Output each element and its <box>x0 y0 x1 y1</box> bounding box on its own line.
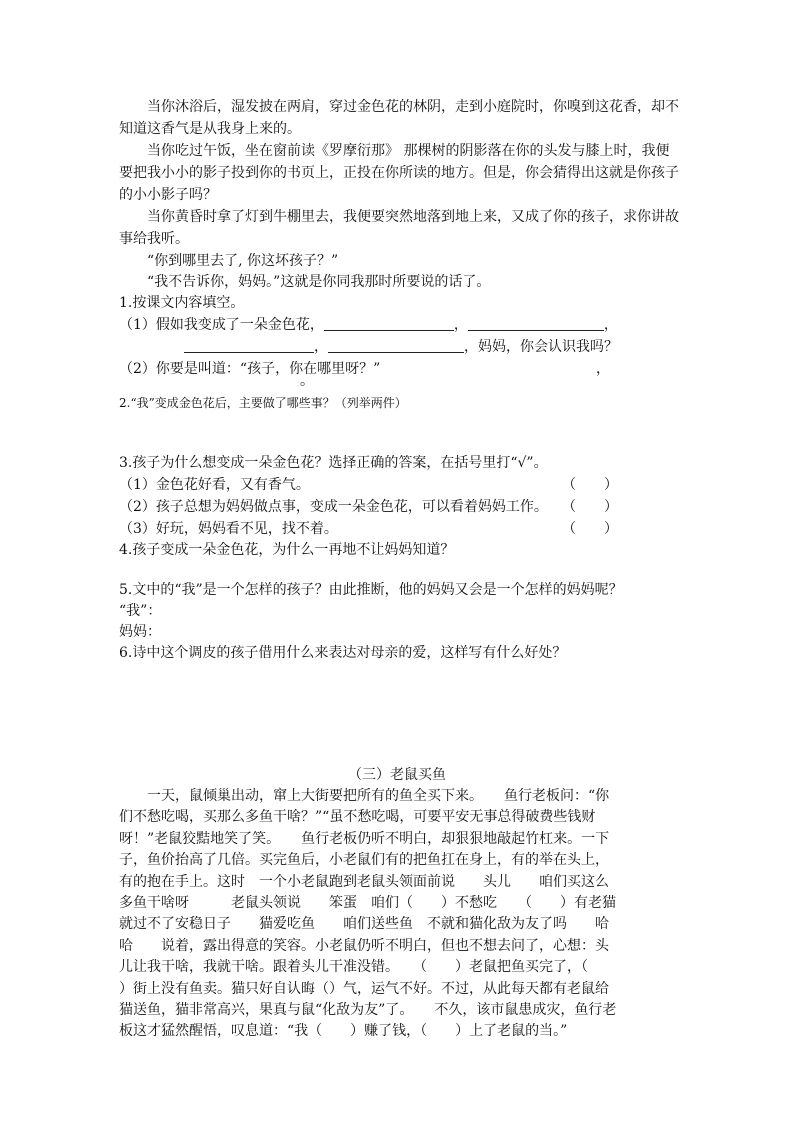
question-3-option-3: （3）好玩，妈妈看不见，找不着。 <box>119 521 338 537</box>
question-1-item-1-prompt: （1）假如我变成了一朵金色花， <box>119 317 324 333</box>
question-5: 5.文中的“我”是一个怎样的孩子？由此推断，他的妈妈又会是一个怎样的妈妈呢？ <box>119 582 623 598</box>
period: 。 <box>300 373 314 389</box>
question-1-item-1-cont <box>184 336 618 358</box>
section-3-text: 一天，鼠倾巢出动，窜上大街要把所有的鱼全买下来。 鱼行老板问：“你们不愁吃喝，买那么多鱼干啥？”“虽不愁吃喝，可要平安无事总得破费些钱财呀！”老鼠狡黠地笑了笑。 鱼行老板仍听不明白，却狠狠地敲起竹杠来。一下子，鱼价抬高了几倍。买完鱼后，小老鼠们有的把鱼扛在身上，有的举在头上，有的抱在手上。这时 一个小老鼠跑到老鼠头领面前说 头儿 咱们买这么多鱼干啥呀 老鼠头领说 笨蛋 咱们（ ）不愁吃 （ ）有老猫就过不了安稳日子 猫爱吃鱼 咱们送些鱼 不就和猫化敌为友了吗 哈哈 说着，露出得意的笑容。小老鼠仍听不明白，但也不想去问了，心想：头儿让我干啥，我就干啥。跟着头儿干准没错。 （ ）老鼠把鱼买完了，（ ）街上没有鱼卖。猫只好自认晦（）气，运气不好。不过，从此每天都有老鼠给猫送鱼，猫非常高兴，果真与鼠“化敌为友”了。 不久，该市鼠患成灾，鱼行老板这才猛然醒悟，叹息道：“我（ ）赚了钱，（ ）上了老鼠的当。” <box>119 788 617 1040</box>
answer-blank[interactable] <box>184 338 314 353</box>
comma: ， <box>596 361 610 377</box>
question-5-me-label: “我”： <box>119 603 162 619</box>
answer-blank[interactable] <box>328 338 464 353</box>
answer-blank[interactable] <box>324 316 454 331</box>
question-3-title: 3.孩子为什么想变成一朵金色花？选择正确的答案，在括号里打“√”。 <box>119 455 548 471</box>
question-2: 2.“我”变成金色花后，主要做了哪些事？（列举两件） <box>119 396 407 410</box>
answer-parens[interactable]: （ ） <box>562 477 618 493</box>
passage-quote: “你到哪里去了, 你这坏孩子？” <box>147 253 339 269</box>
passage-line: 的小小影子吗？ <box>119 187 217 203</box>
question-3-option-1: （1）金色花好看，又有香气。 <box>119 477 310 493</box>
passage-quote: “我不告诉你，妈妈。”这就是你同我那时所要说的话了。 <box>147 274 491 290</box>
comma: ， <box>603 317 618 333</box>
passage-line: 当你黄昏时拿了灯到牛棚里去，我便要突然地落到地上来，又成了你的孩子，求你讲故 <box>147 209 679 225</box>
passage-line: 当你吃过午饭，坐在窗前读《罗摩衍那》 那棵树的阴影落在你的头发与膝上时，我便 <box>147 143 670 159</box>
question-1-item-1 <box>119 314 618 336</box>
question-6: 6.诗中这个调皮的孩子借用什么来表达对母亲的爱，这样写有什么好处？ <box>119 645 567 661</box>
comma: ， <box>453 317 468 333</box>
passage-line: 知道这香气是从我身上来的。 <box>119 121 301 137</box>
question-5-mom-label: 妈妈： <box>119 624 161 640</box>
question-1-item-2: （2）你要是叫道：“孩子，你在哪里呀？” <box>119 361 381 377</box>
comma: ， <box>314 339 328 355</box>
question-3-option-2: （2）孩子总想为妈妈做点事，变成一朵金色花，可以看着妈妈工作。 <box>119 499 548 515</box>
question-1-title: 1.按课文内容填空。 <box>119 295 245 311</box>
passage-line: 事给我听。 <box>119 231 189 247</box>
answer-parens[interactable]: （ ） <box>562 521 618 537</box>
passage-line: 要把我小小的影子投到你的书页上，正投在你所读的地方。但是，你会猜得出这就是你孩子 <box>119 165 679 181</box>
question-1-item-1-end: ，妈妈，你会认识我吗？ <box>464 339 618 355</box>
passage-line: 当你沐浴后，湿发披在两肩，穿过金色花的林阴，走到小庭院时，你嗅到这花香，却不 <box>147 99 679 115</box>
section-3-title: （三）老鼠买鱼 <box>348 767 446 783</box>
answer-blank[interactable] <box>468 316 604 331</box>
answer-parens[interactable]: （ ） <box>562 499 618 515</box>
question-4: 4.孩子变成一朵金色花，为什么一再地不让妈妈知道？ <box>119 542 455 558</box>
